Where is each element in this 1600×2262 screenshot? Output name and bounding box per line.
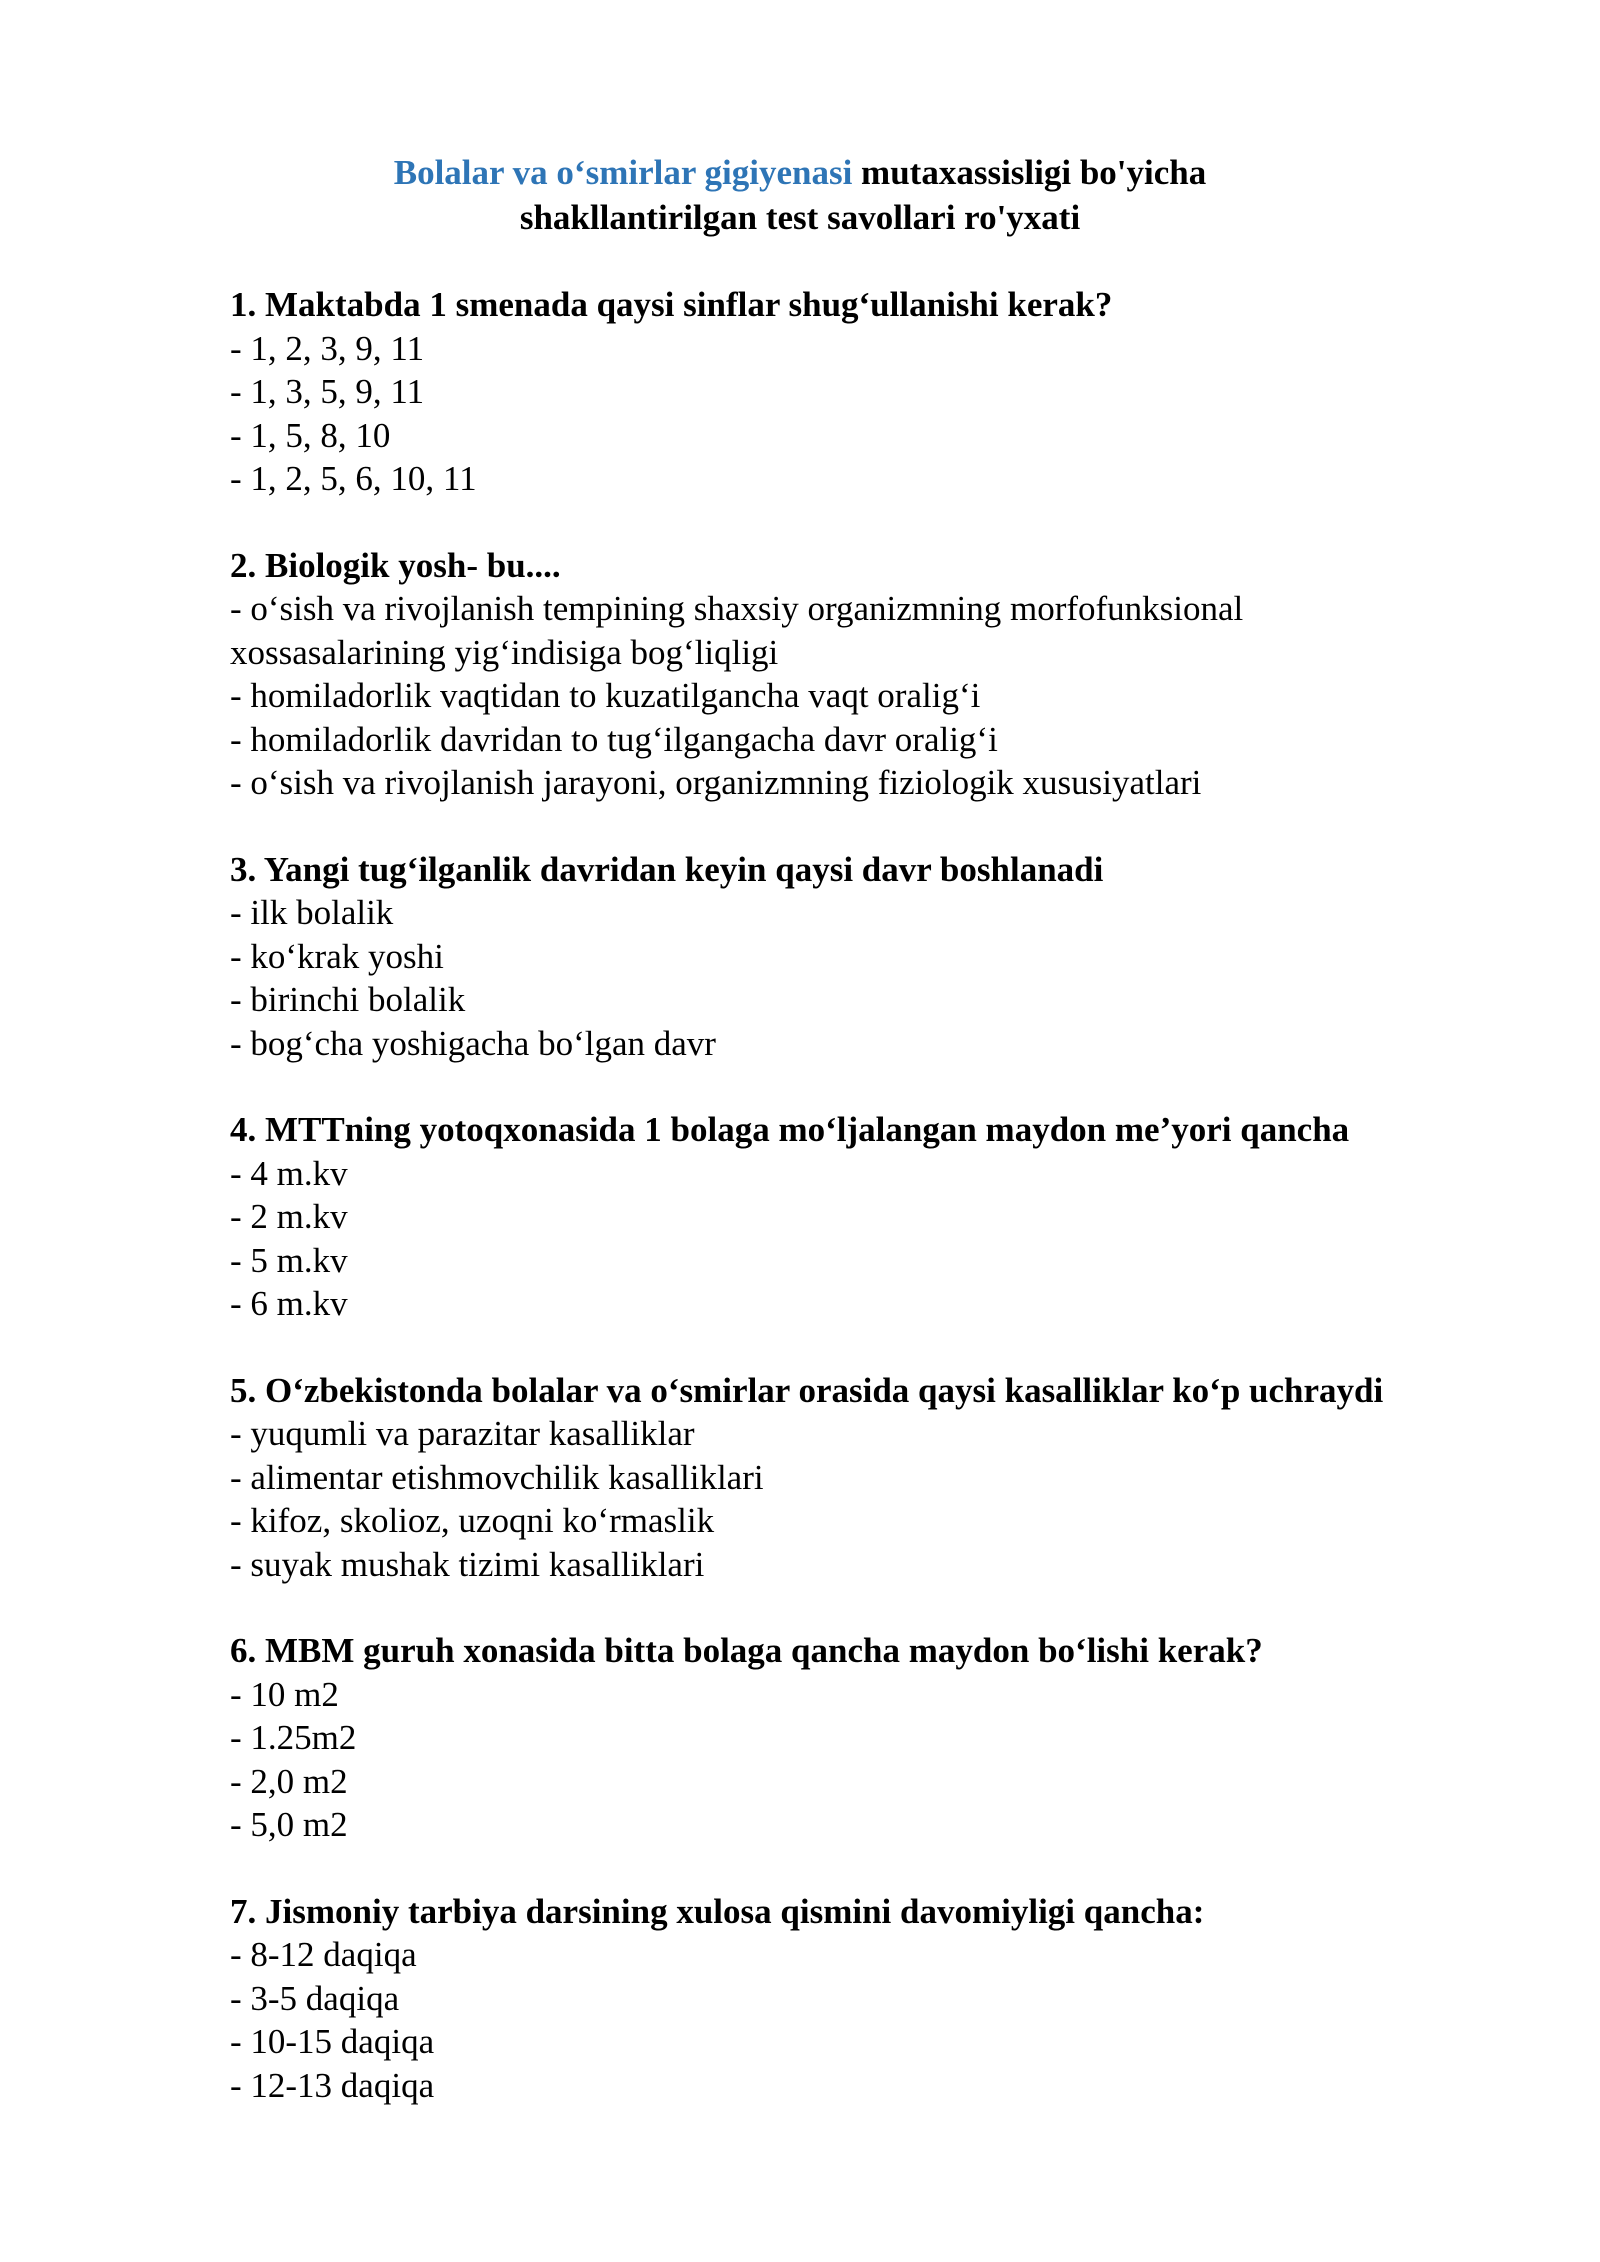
question-title: 4. MTTning yotoqxonasida 1 bolaga mo‘ljalangan maydon me’yori qancha (230, 1110, 1350, 1149)
answer-option: - 12-13 daqiqa (230, 2065, 435, 2105)
question-4 (230, 1108, 1430, 1326)
question-2 (230, 544, 1430, 805)
answer-option: - o‘sish va rivojlanish jarayoni, organizmning fiziologik xususiyatlari (230, 763, 1202, 802)
question-1 (230, 283, 1430, 501)
answer-option: - ko‘krak yoshi (230, 936, 444, 976)
answer-option: - kifoz, skolioz, uzoqni ko‘rmaslik (230, 1501, 715, 1540)
answer-option: - 1, 2, 5, 6, 10, 11 (230, 459, 477, 498)
answer-option: - bog‘cha yoshigacha bo‘lgan davr (230, 1023, 716, 1063)
question-title: 1. Maktabda 1 smenada qaysi sinflar shug‘ullanishi kerak? (230, 285, 1113, 324)
question-title: 2. Biologik yosh- bu.... (230, 545, 561, 585)
answer-option: - homiladorlik davridan to tug‘ilgangacha davr oralig‘i (230, 719, 998, 759)
answer-option: - 10 m2 (230, 1674, 339, 1714)
header-title-rest: mutaxassisligi bo'yicha (852, 153, 1207, 192)
header-title-accent: Bolalar va o‘smirlar gigiyenasi (393, 153, 853, 192)
answer-option: - 2 m.kv (230, 1197, 348, 1236)
answer-option: - 5,0 m2 (230, 1805, 348, 1844)
answer-option: - o‘sish va rivojlanish tempining shaxsiy organizmning morfofunksional xossasalarining yig‘indisiga bog‘liqligi (230, 589, 1244, 672)
question-title: 3. Yangi tug‘ilganlik davridan keyin qaysi davr boshlanadi (230, 849, 1104, 889)
answer-option: - 8-12 daqiqa (230, 1935, 417, 1974)
answer-option: - 1.25m2 (230, 1718, 357, 1757)
answer-option: - 6 m.kv (230, 1284, 348, 1323)
question-title: 6. MBM guruh xonasida bitta bolaga qancha maydon bo‘lishi kerak? (230, 1631, 1263, 1670)
answer-option: - ilk bolalik (230, 893, 394, 932)
question-list (230, 283, 1430, 2150)
answer-option: - alimentar etishmovchilik kasalliklari (230, 1457, 764, 1497)
question-title: 7. Jismoniy tarbiya darsining xulosa qismini davomiyligi qancha: (230, 1891, 1205, 1931)
answer-option: - 2,0 m2 (230, 1761, 348, 1801)
question-3 (230, 848, 1430, 1066)
question-6 (230, 1629, 1430, 1847)
question-title: 5. O‘zbekistonda bolalar va o‘smirlar orasida qaysi kasalliklar ko‘p uchraydi (230, 1370, 1384, 1410)
answer-option: - birinchi bolalik (230, 980, 466, 1019)
question-7 (230, 1890, 1430, 2108)
answer-option: - 10-15 daqiqa (230, 2022, 435, 2061)
answer-option: - 3-5 daqiqa (230, 1978, 400, 2018)
answer-option: - 1, 3, 5, 9, 11 (230, 372, 425, 411)
answer-option: - suyak mushak tizimi kasalliklari (230, 1544, 705, 1584)
header-title-line (0, 150, 1600, 195)
answer-option: - 1, 5, 8, 10 (230, 415, 391, 455)
answer-option: - 4 m.kv (230, 1153, 348, 1193)
header-subtitle: shakllantirilgan test savollari ro'yxati (519, 198, 1081, 237)
answer-option: - 5 m.kv (230, 1240, 348, 1280)
question-5 (230, 1369, 1430, 1587)
answer-option: - yuqumli va parazitar kasalliklar (230, 1414, 695, 1453)
answer-option: - homiladorlik vaqtidan to kuzatilgancha vaqt oralig‘i (230, 676, 981, 715)
answer-option: - 1, 2, 3, 9, 11 (230, 328, 425, 368)
document-header (0, 150, 1600, 240)
